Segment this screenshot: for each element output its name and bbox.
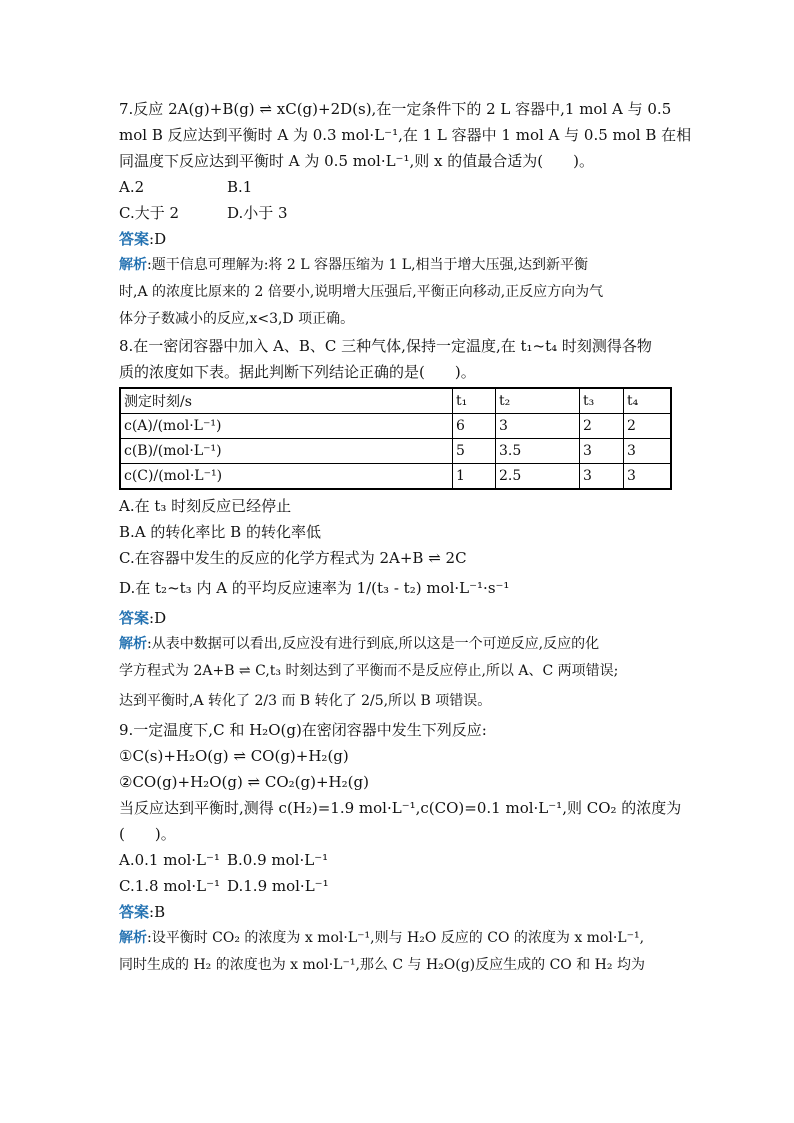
table-cell: 3 — [580, 464, 624, 490]
question-7-line-3: 同温度下反应达到平衡时 A 为 0.5 mol·L⁻¹,则 x 的值最合适为( )。 — [119, 152, 594, 170]
answer-label: 答案 — [119, 609, 150, 627]
table-cell: 3 — [624, 464, 672, 490]
table-cell: 2 — [580, 414, 624, 439]
table-cell: 3 — [624, 439, 672, 464]
question-9-options-row-1 — [119, 847, 679, 873]
answer-value: :D — [149, 230, 167, 248]
table-header-cell: t₁ — [453, 388, 496, 414]
question-7-answer — [119, 226, 679, 252]
table-cell: 1 — [453, 464, 496, 490]
question-9 — [119, 717, 682, 979]
question-9-line-1: 9.一定温度下,C 和 H₂O(g)在密闭容器中发生下列反应: — [119, 721, 487, 739]
concentration-table — [119, 387, 672, 490]
table-header-row — [120, 388, 671, 414]
option-a: A.在 t₃ 时刻反应已经停止 — [119, 497, 292, 515]
option-a: A.0.1 mol·L⁻¹ — [119, 851, 220, 869]
question-9-line-5: ( )。 — [119, 825, 176, 843]
question-8-explanation-line-1 — [119, 631, 679, 658]
answer-label: 答案 — [119, 230, 150, 248]
option-d: D.1.9 mol·L⁻¹ — [227, 877, 329, 895]
table-cell: 3.5 — [496, 439, 580, 464]
question-8-explanation-line-3: 达到平衡时,A 转化了 2/3 而 B 转化了 2/5,所以 B 项错误。 — [119, 693, 492, 709]
explanation-text: :题干信息可理解为:将 2 L 容器压缩为 1 L,相当于增大压强,达到新平衡 — [147, 257, 588, 273]
question-7-explanation-line-1 — [119, 252, 679, 279]
answer-value: :B — [149, 903, 166, 921]
question-8-line-2: 质的浓度如下表。据此判断下列结论正确的是( )。 — [119, 363, 476, 381]
explanation-label: 解析 — [119, 257, 147, 273]
table-cell: 5 — [453, 439, 496, 464]
table-header-cell: t₃ — [580, 388, 624, 414]
question-9-explanation-line-2: 同时生成的 H₂ 的浓度也为 x mol·L⁻¹,那么 C 与 H₂O(g)反应生成的 CO 和 H₂ 均为 — [119, 957, 645, 973]
question-7-options-row-2 — [119, 200, 679, 226]
table-cell: c(A)/(mol·L⁻¹) — [120, 414, 453, 439]
question-7-line-1: 7.反应 2A(g)+B(g) ⇌ xC(g)+2D(s),在一定条件下的 2 L 容器中,1 mol A 与 0.5 — [119, 100, 672, 118]
answer-value: :D — [149, 609, 167, 627]
table-cell: 6 — [453, 414, 496, 439]
question-7-options-row-1 — [119, 174, 679, 200]
question-7-line-2: mol B 反应达到平衡时 A 为 0.3 mol·L⁻¹,在 1 L 容器中 1 mol A 与 0.5 mol B 在相 — [119, 126, 692, 144]
option-d: D.在 t₂~t₃ 内 A 的平均反应速率为 1/(t₃ - t₂) mol·L⁻¹·s⁻¹ — [119, 579, 510, 597]
option-c: C.1.8 mol·L⁻¹ — [119, 877, 221, 895]
option-b: B.A 的转化率比 B 的转化率低 — [119, 523, 321, 541]
table-cell: c(B)/(mol·L⁻¹) — [120, 439, 453, 464]
table-header-cell: t₂ — [496, 388, 580, 414]
question-9-line-4: 当反应达到平衡时,测得 c(H₂)=1.9 mol·L⁻¹,c(CO)=0.1 mol·L⁻¹,则 CO₂ 的浓度为 — [119, 799, 682, 817]
question-8 — [119, 333, 679, 717]
option-c: C.大于 2 — [119, 204, 180, 222]
question-9-explanation-line-1 — [119, 925, 679, 952]
question-7-explanation-line-2: 时,A 的浓度比原来的 2 倍要小,说明增大压强后,平衡正向移动,正反应方向为气 — [119, 284, 604, 300]
explanation-text: :设平衡时 CO₂ 的浓度为 x mol·L⁻¹,则与 H₂O 反应的 CO 的浓度为 x mol·L⁻¹, — [147, 930, 645, 946]
table-header-cell: t₄ — [624, 388, 672, 414]
explanation-label: 解析 — [119, 636, 147, 652]
question-8-line-1: 8.在一密闭容器中加入 A、B、C 三种气体,保持一定温度,在 t₁~t₄ 时刻测得各物 — [119, 337, 652, 355]
question-7-explanation-line-3: 体分子数减小的反应,x<3,D 项正确。 — [119, 311, 355, 327]
table-cell: 3 — [580, 439, 624, 464]
question-9-reaction-2: ②CO(g)+H₂O(g) ⇌ CO₂(g)+H₂(g) — [119, 773, 369, 791]
table-row — [120, 414, 671, 439]
option-b: B.0.9 mol·L⁻¹ — [227, 851, 329, 869]
question-9-reaction-1: ①C(s)+H₂O(g) ⇌ CO(g)+H₂(g) — [119, 747, 349, 765]
option-b: B.1 — [227, 178, 253, 196]
table-row — [120, 439, 671, 464]
explanation-label: 解析 — [119, 930, 147, 946]
option-c: C.在容器中发生的反应的化学方程式为 2A+B ⇌ 2C — [119, 549, 467, 567]
document-page — [119, 96, 692, 979]
table-cell: 2 — [624, 414, 672, 439]
option-d: D.小于 3 — [227, 204, 288, 222]
table-header-cell: 测定时刻/s — [120, 388, 453, 414]
explanation-text: :从表中数据可以看出,反应没有进行到底,所以这是一个可逆反应,反应的化 — [147, 636, 600, 652]
table-row — [120, 464, 671, 490]
question-8-answer — [119, 605, 679, 631]
question-7 — [119, 96, 692, 333]
question-9-options-row-2 — [119, 873, 679, 899]
table-cell: 2.5 — [496, 464, 580, 490]
table-cell: 3 — [496, 414, 580, 439]
question-8-explanation-line-2: 学方程式为 2A+B ⇌ C,t₃ 时刻达到了平衡而不是反应停止,所以 A、C 两项错误; — [119, 663, 619, 679]
table-cell: c(C)/(mol·L⁻¹) — [120, 464, 453, 490]
option-a: A.2 — [119, 178, 145, 196]
answer-label: 答案 — [119, 903, 150, 921]
question-9-answer — [119, 899, 679, 925]
